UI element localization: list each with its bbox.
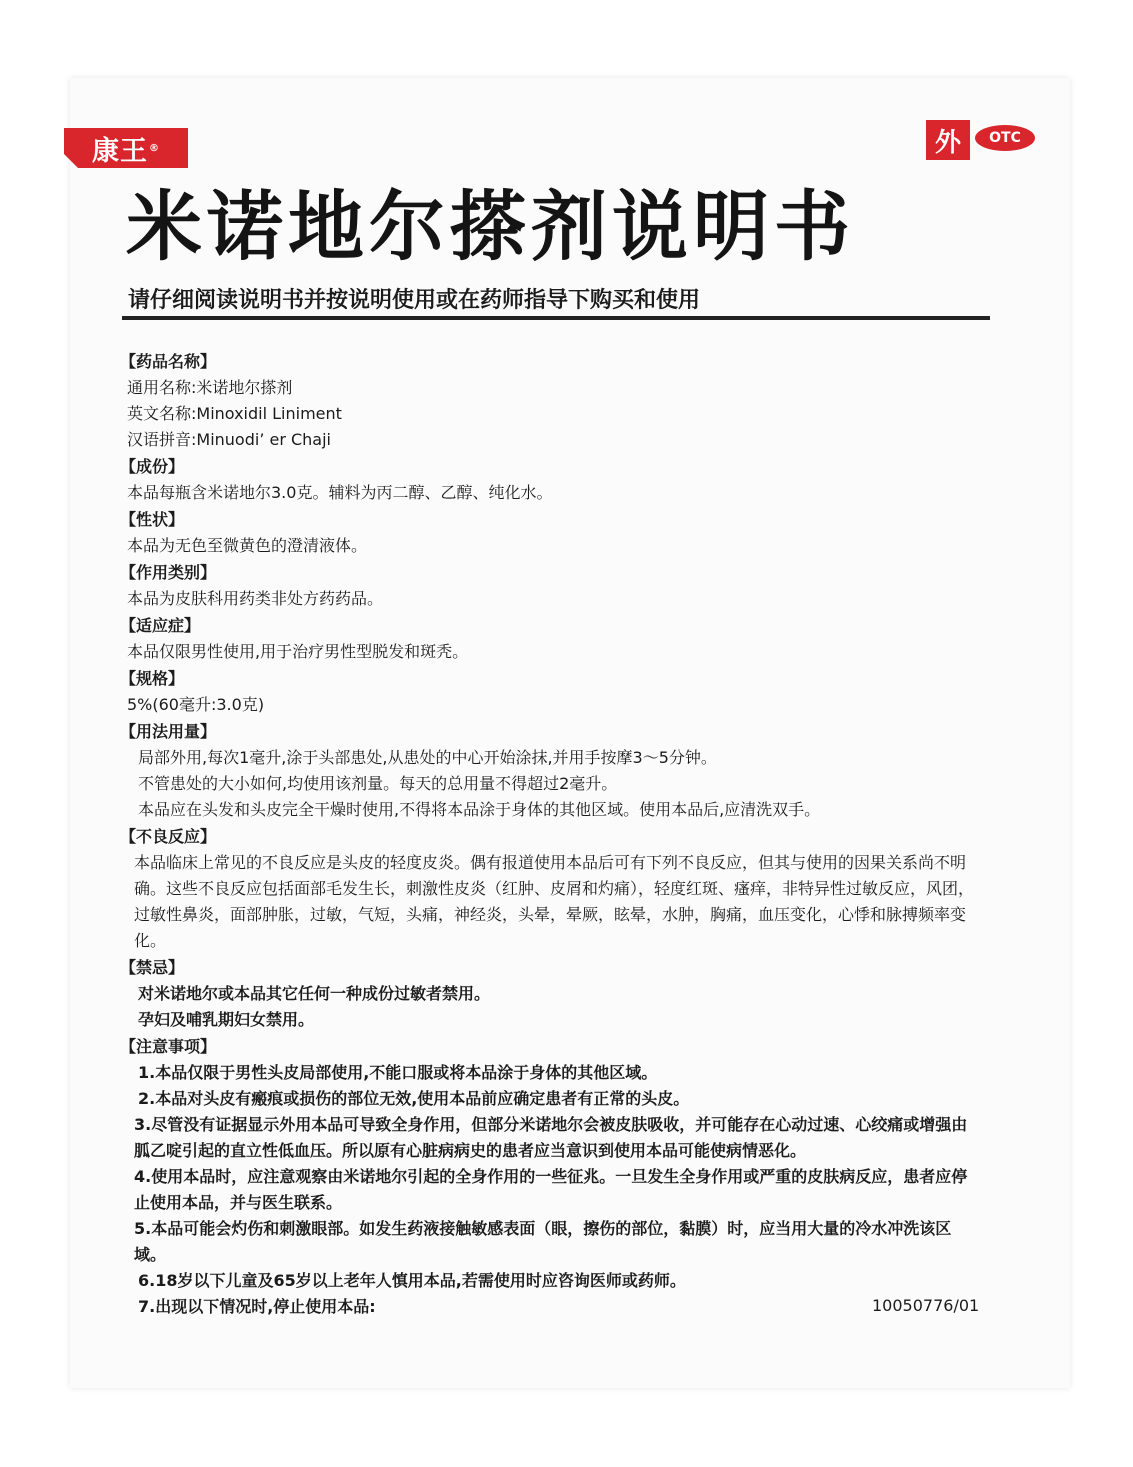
dosage-line: 不管患处的大小如何,均使用该剂量。每天的总用量不得超过2毫升。	[138, 774, 618, 793]
section-heading-appearance: 【性状】	[120, 510, 185, 529]
section-heading-contraindications: 【禁忌】	[120, 958, 185, 977]
section-heading-category: 【作用类别】	[120, 563, 217, 582]
title-divider	[122, 316, 990, 320]
caution-item: 6.18岁以下儿童及65岁以上老年人慎用本品,若需使用时应咨询医师或药师。	[138, 1271, 686, 1290]
section-heading-dosage: 【用法用量】	[120, 722, 217, 741]
english-name: 英文名称:Minoxidil Liniment	[127, 404, 342, 423]
caution-item: 1.本品仅限于男性头皮局部使用,不能口服或将本品涂于身体的其他区域。	[138, 1063, 658, 1082]
caution-item: 4.使用本品时，应注意观察由米诺地尔引起的全身作用的一些征兆。一旦发生全身作用或严重的皮肤病反应，患者应停止使用本品，并与医生联系。	[134, 1167, 968, 1212]
section-heading-indication: 【适应症】	[120, 616, 201, 635]
ingredients-text: 本品每瓶含米诺地尔3.0克。辅料为丙二醇、乙醇、纯化水。	[127, 483, 553, 502]
section-heading-name: 【药品名称】	[120, 352, 217, 371]
category-text: 本品为皮肤科用药类非处方药药品。	[127, 589, 384, 608]
indication-text: 本品仅限男性使用,用于治疗男性型脱发和斑秃。	[127, 642, 469, 661]
document-code: 10050776/01	[872, 1296, 980, 1315]
appearance-text: 本品为无色至微黄色的澄清液体。	[127, 536, 368, 555]
caution-item: 3.尽管没有证据显示外用本品可导致全身作用，但部分米诺地尔会被皮肤吸收，并可能存在心动过速、心绞痛或增强由胍乙啶引起的直立性低血压。所以原有心脏病病史的患者应当意识到使用本品可能使病情恶化。	[134, 1115, 968, 1160]
otc-badge: OTC	[975, 125, 1035, 151]
pinyin-name: 汉语拼音:Minuodi’ er Chaji	[127, 430, 332, 449]
document-subtitle: 请仔细阅读说明书并按说明使用或在药师指导下购买和使用	[128, 288, 701, 313]
contraindication-line: 对米诺地尔或本品其它任何一种成份过敏者禁用。	[138, 984, 491, 1003]
section-heading-ingredients: 【成份】	[120, 457, 185, 476]
brand-logo: 康王 ®	[92, 135, 160, 167]
caution-item: 2.本品对头皮有瘢痕或损伤的部位无效,使用本品前应确定患者有正常的头皮。	[138, 1089, 690, 1108]
spec-text: 5%(60毫升:3.0克)	[127, 695, 265, 714]
dosage-line: 局部外用,每次1毫升,涂于头部患处,从患处的中心开始涂抹,并用手按摩3～5分钟。	[138, 748, 717, 767]
contraindication-line: 孕妇及哺乳期妇女禁用。	[138, 1010, 315, 1029]
section-heading-adverse: 【不良反应】	[120, 827, 217, 846]
adverse-text: 本品临床上常见的不良反应是头皮的轻度皮炎。偶有报道使用本品后可有下列不良反应，但其与使用的因果关系尚不明确。这些不良反应包括面部毛发生长，刺激性皮炎（红肿、皮屑和灼痛），轻度红斑、瘙痒，非特异性过敏反应，风团，过敏性鼻炎，面部肿胀，过敏，气短，头痛，神经炎，头晕，晕厥，眩晕，水肿，胸痛，血压变化，心悸和脉搏频率变化。	[134, 853, 975, 950]
generic-name: 通用名称:米诺地尔搽剂	[127, 378, 293, 397]
external-use-badge: 外	[926, 120, 970, 160]
section-heading-cautions: 【注意事项】	[120, 1037, 217, 1056]
caution-item: 7.出现以下情况时,停止使用本品:	[138, 1297, 376, 1316]
document-title: 米诺地尔搽剂说明书	[126, 182, 855, 271]
section-heading-spec: 【规格】	[120, 669, 185, 688]
leaflet-body	[120, 348, 1000, 1320]
dosage-line: 本品应在头发和头皮完全干燥时使用,不得将本品涂于身体的其他区域。使用本品后,应清洗双手。	[138, 800, 821, 819]
caution-item: 5.本品可能会灼伤和刺激眼部。如发生药液接触敏感表面（眼，擦伤的部位，黏膜）时，应当用大量的冷水冲洗该区域。	[134, 1219, 952, 1264]
